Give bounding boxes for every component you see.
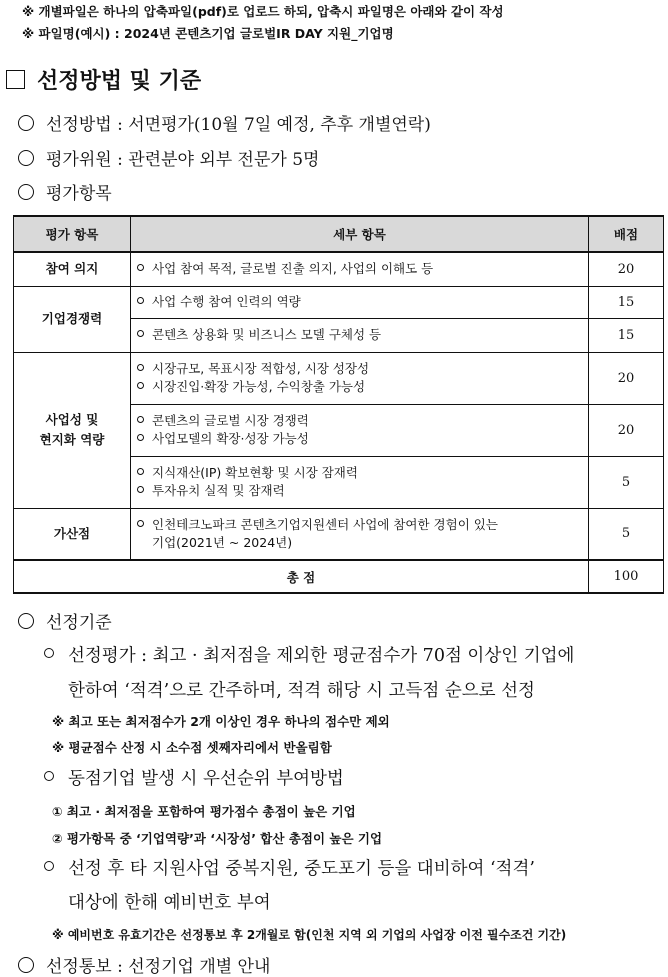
small-circle-icon [137, 486, 144, 493]
category-business-line: 사업성 및 [45, 412, 99, 427]
evaluation-table [13, 215, 664, 594]
small-circle-icon [137, 434, 144, 441]
tie-heading-text: 동점기업 발생 시 우선순위 부여방법 [68, 769, 344, 789]
score-cell: 5 [589, 508, 664, 560]
method-item-criteria [18, 179, 112, 204]
category-business-line: 현지화 역량 [39, 432, 105, 447]
detail-text: 사업 수행 참여 인력의 역량 [152, 294, 301, 309]
detail-cell [131, 352, 589, 404]
header-category: 평가 항목 [14, 216, 131, 252]
score-cell: 20 [589, 404, 664, 456]
criteria-eval-text: 선정평가 : 최고 · 최저점을 제외한 평균점수가 70점 이상인 기업에 [68, 646, 575, 666]
total-score: 100 [589, 560, 664, 593]
detail-text: 사업모델의 확장·성장 가능성 [152, 431, 309, 446]
category-capability: 기업경쟁력 [14, 286, 131, 352]
reserve-text: 선정 후 타 지원사업 중복지원, 중도포기 등을 대비하여 ‘적격’ [68, 859, 535, 879]
detail-text: 지식재산(IP) 확보현황 및 시장 잠재력 [152, 465, 358, 480]
small-circle-icon [44, 771, 54, 781]
method-item-text: 평가항목 [46, 184, 112, 204]
table-header-row [14, 216, 664, 252]
reserve-line1 [44, 855, 535, 880]
criteria-heading-text: 선정기준 [46, 613, 112, 633]
detail-cell [131, 252, 589, 286]
small-circle-icon [137, 468, 144, 475]
small-circle-icon [137, 416, 144, 423]
detail-text: 콘텐츠의 글로벌 시장 경쟁력 [152, 413, 309, 428]
table-row [14, 286, 664, 318]
small-circle-icon [137, 297, 144, 304]
circle-bullet-icon [18, 957, 34, 973]
category-participation: 참여 의지 [14, 252, 131, 286]
criteria-eval-line1 [44, 642, 574, 667]
detail-cell [131, 318, 589, 352]
small-circle-icon [137, 364, 144, 371]
detail-text: 투자유치 실적 및 잠재력 [152, 483, 285, 498]
header-detail: 세부 항목 [131, 216, 589, 252]
table-total-row [14, 560, 664, 593]
circle-bullet-icon [18, 184, 34, 200]
small-circle-icon [137, 382, 144, 389]
circle-bullet-icon [18, 613, 34, 629]
table-row [14, 508, 664, 560]
table-row [14, 352, 664, 404]
score-cell: 15 [589, 318, 664, 352]
detail-text: 기업(2021년 ~ 2024년) [152, 534, 293, 550]
detail-text: 콘텐츠 상용화 및 비즈니스 모델 구체성 등 [152, 327, 382, 342]
method-item-committee [18, 145, 319, 170]
detail-text: 시장진입·확장 가능성, 수익창출 가능성 [152, 379, 366, 394]
criteria-eval-line2: 한하여 ‘적격’으로 간주하며, 적격 해당 시 고득점 순으로 선정 [68, 681, 535, 701]
section-title [6, 64, 201, 95]
tie-rule-2: ② 평가항목 중 ‘기업역량’과 ‘시장성’ 합산 총점이 높은 기업 [52, 831, 383, 846]
circle-bullet-icon [18, 115, 34, 131]
detail-cell [131, 404, 589, 456]
detail-text: 시장규모, 목표시장 적합성, 시장 성장성 [152, 361, 370, 376]
note-reserve-validity: ※ 예비번호 유효기간은 선정통보 후 2개월로 함(인천 지역 외 기업의 사업장 이전 필수조건 기간) [52, 928, 567, 942]
selection-notice-text: 선정통보 : 선정기업 개별 안내 [46, 957, 271, 977]
detail-cell [131, 286, 589, 318]
section-title-text: 선정방법 및 기준 [37, 69, 202, 94]
note-file-name-example: ※ 파일명(예시) : 2024년 콘텐츠기업 글로벌IR DAY 지원_기업명 [22, 26, 394, 41]
small-circle-icon [137, 330, 144, 337]
small-circle-icon [44, 648, 54, 658]
total-label: 총 점 [14, 560, 589, 593]
note-min-max: ※ 최고 또는 최저점수가 2개 이상인 경우 하나의 점수만 제외 [52, 714, 390, 729]
header-score: 배점 [589, 216, 664, 252]
square-bullet-icon [6, 70, 25, 89]
small-circle-icon [137, 264, 144, 271]
detail-text: 인천테크노파크 콘텐츠기업지원센터 사업에 참여한 경험이 있는 [152, 516, 498, 532]
method-item-selection [18, 110, 431, 135]
detail-text: 사업 참여 목적, 글로벌 진출 의지, 사업의 이해도 등 [152, 261, 434, 277]
note-rounding: ※ 평균점수 산정 시 소수점 셋째자리에서 반올림함 [52, 740, 332, 755]
detail-cell [131, 456, 589, 508]
tie-heading [44, 765, 344, 790]
score-cell: 20 [589, 352, 664, 404]
note-file-upload: ※ 개별파일은 하나의 압축파일(pdf)로 업로드 하되, 압축시 파일명은 아래와 같이 작성 [22, 4, 504, 19]
table-row [14, 252, 664, 286]
category-business [14, 352, 131, 508]
selection-notice [18, 952, 270, 977]
criteria-heading [18, 608, 112, 633]
reserve-line2: 대상에 한해 예비번호 부여 [68, 893, 271, 913]
small-circle-icon [137, 520, 144, 527]
circle-bullet-icon [18, 150, 34, 166]
score-cell: 20 [589, 252, 664, 286]
method-item-text: 선정방법 : 서면평가(10월 7일 예정, 추후 개별연락) [46, 115, 431, 135]
score-cell: 15 [589, 286, 664, 318]
tie-rule-1: ① 최고 · 최저점을 포함하여 평가점수 총점이 높은 기업 [52, 804, 356, 819]
category-bonus: 가산점 [14, 508, 131, 560]
method-item-text: 평가위원 : 관련분야 외부 전문가 5명 [46, 150, 320, 170]
small-circle-icon [44, 861, 54, 871]
detail-cell [131, 508, 589, 560]
score-cell: 5 [589, 456, 664, 508]
